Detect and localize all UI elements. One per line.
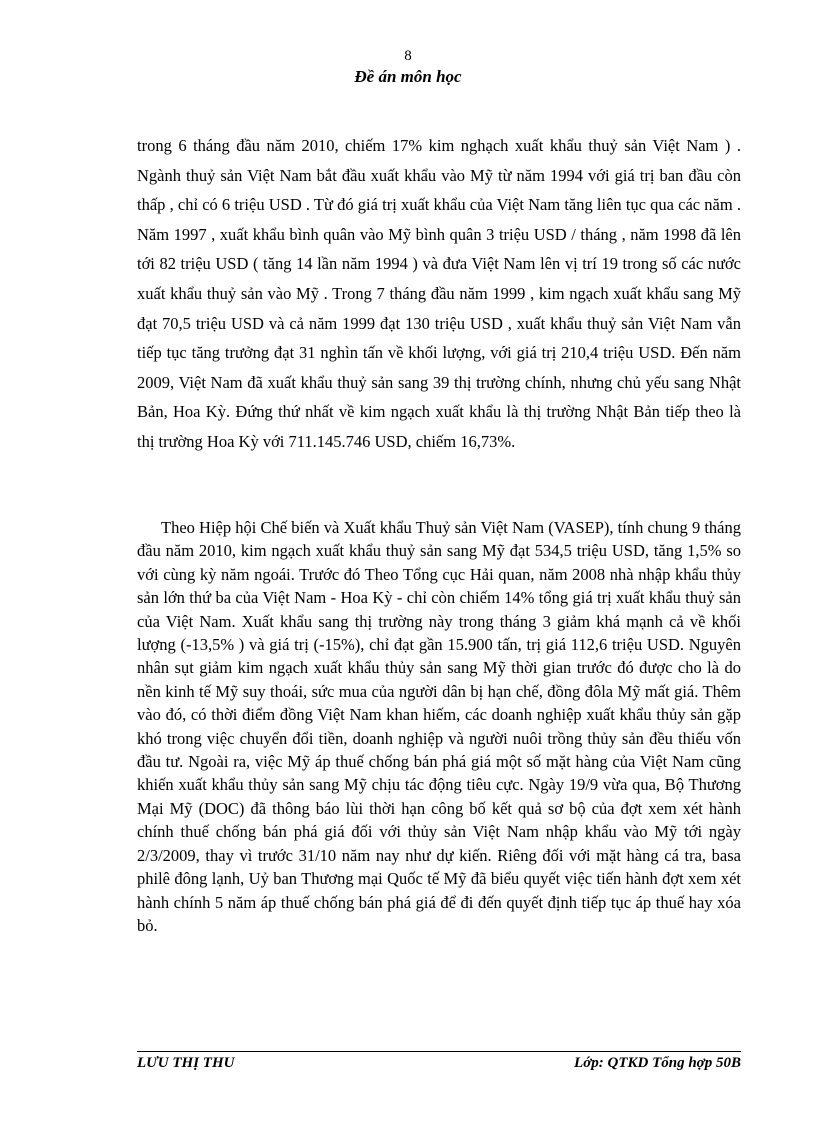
page-header-title: Đề án môn học: [354, 67, 462, 86]
body-paragraph-2: Theo Hiệp hội Chế biến và Xuất khẩu Thuỷ sản Việt Nam (VASEP), tính chung 9 tháng đầu năm 2010, kim ngạch xuất khẩu thuỷ sản sang Mỹ đạt 534,5 triệu USD, tăng 1,5% so với cùng kỳ năm ngoái. Trước đó Theo Tổng cục Hải quan, năm 2008 nhà nhập khẩu thủy sản lớn thứ ba của Việt Nam - Hoa Kỳ - chỉ còn chiếm 14% tổng giá trị xuất khẩu thuỷ sản của Việt Nam. Xuất khẩu sang thị trường này trong tháng 3 giảm khá mạnh cả về khối lượng (-13,5% ) và giá trị (-15%), chỉ đạt gần 15.900 tấn, trị giá 112,6 triệu USD. Nguyên nhân sụt giảm kim ngạch xuất khẩu thủy sản sang Mỹ thời gian trước đó được cho là do nền kinh tế Mỹ suy thoái, sức mua của người dân bị hạn chế, đồng đôla Mỹ mất giá. Thêm vào đó, có thời điểm đồng Việt Nam khan hiếm, các doanh nghiệp xuất khẩu thủy sản gặp khó trong việc chuyển đổi tiền, doanh nghiệp và người nuôi trồng thủy sản đều thiếu vốn đầu tư. Ngoài ra, việc Mỹ áp thuế chống bán phá giá một số mặt hàng của Việt Nam cũng khiến xuất khẩu thủy sản sang Mỹ chịu tác động tiêu cực. Ngày 19/9 vừa qua, Bộ Thương Mại Mỹ (DOC) đã thông báo lùi thời hạn công bố kết quả sơ bộ của đợt xem xét hành chính thuế chống bán phá giá đối với thủy sản Việt Nam nhập khẩu vào Mỹ tới ngày 2/3/2009, thay vì trước 31/10 năm nay như dự kiến. Riêng đối với mặt hàng cá tra, basa philê đông lạnh, Uỷ ban Thương mại Quốc tế Mỹ đã biểu quyết việc tiến hành đợt xem xét hành chính 5 năm áp thuế chống bán phá giá để đi đến quyết định tiếp tục áp thuế hay xóa bỏ.: [137, 518, 741, 935]
body-paragraph-1: trong 6 tháng đầu năm 2010, chiếm 17% kim nghạch xuất khẩu thuỷ sản Việt Nam ) . Ngành thuỷ sản Việt Nam bắt đầu xuất khẩu vào Mỹ từ năm 1994 với giá trị ban đầu còn thấp , chỉ có 6 triệu USD . Từ đó giá trị xuất khẩu của Việt Nam tăng liên tục qua các năm . Năm 1997 , xuất khẩu bình quân vào Mỹ bình quân 3 triệu USD / tháng , năm 1998 đã lên tới 82 triệu USD ( tăng 14 lần năm 1994 ) và đưa Việt Nam lên vị trí 19 trong số các nước xuất khẩu thuỷ sản vào Mỹ . Trong 7 tháng đầu năm 1999 , kim ngạch xuất khẩu sang Mỹ đạt 70,5 triệu USD và cả năm 1999 đạt 130 triệu USD , xuất khẩu thuỷ sản Việt Nam vẫn tiếp tục tăng trưởng đạt 31 nghìn tấn về khối lượng, với giá trị 210,4 triệu USD. Đến năm 2009, Việt Nam đã xuất khẩu thuỷ sản sang 39 thị trường chính, nhưng chủ yếu sang Nhật Bản, Hoa Kỳ. Đứng thứ nhất về kim ngạch xuất khẩu là thị trường Nhật Bản tiếp theo là thị trường Hoa Kỳ với 711.145.746 USD, chiếm 16,73%.: [137, 136, 741, 451]
footer-class: Lớp: QTKD Tổng hợp 50B: [574, 1055, 741, 1071]
footer-author: LƯU THỊ THU: [137, 1055, 235, 1071]
footer-divider: [137, 1051, 741, 1052]
page-number: 8: [404, 48, 412, 64]
